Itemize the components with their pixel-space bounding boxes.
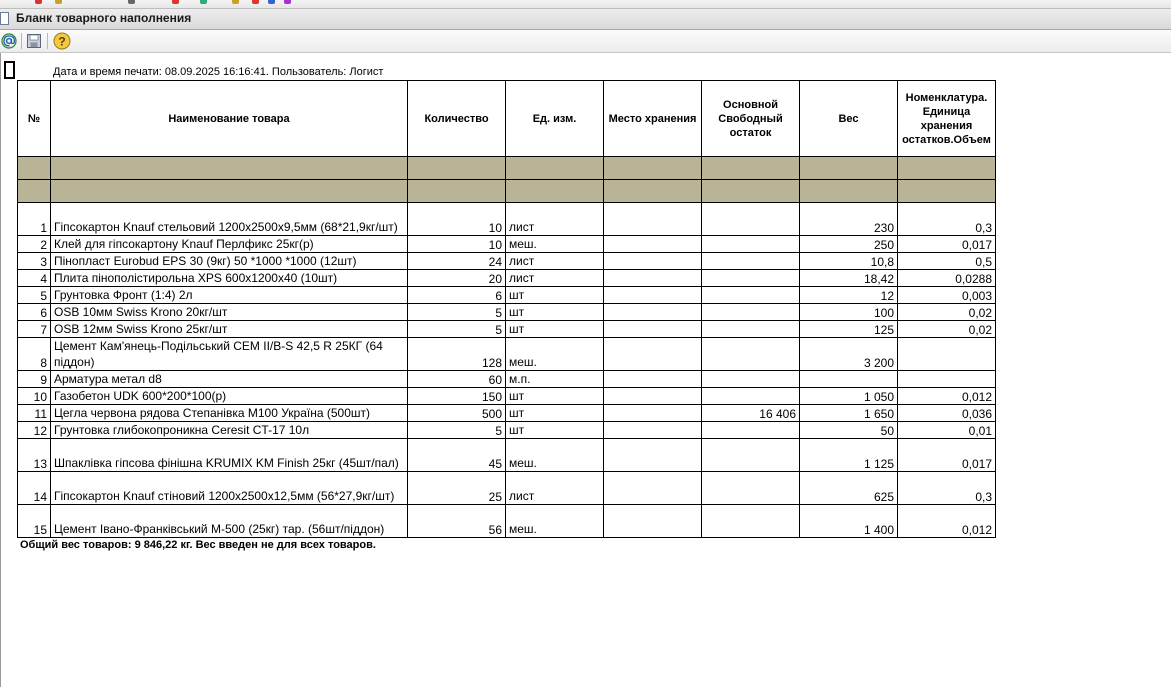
cell-product-name: Газобетон UDK 600*200*100(р) <box>51 388 408 405</box>
cell-product-name: Цемент Івано-Франківський М-500 (25кг) тар. (56шт/піддон) <box>51 505 408 538</box>
cell-quantity: 10 <box>408 236 506 253</box>
cell-unit: шт <box>506 321 604 338</box>
decorative-icon <box>35 0 42 4</box>
cell-volume: 0,3 <box>898 203 996 236</box>
decorative-icon <box>232 0 239 4</box>
cell-weight: 230 <box>800 203 898 236</box>
total-weight-summary: Общий вес товаров: 9 846,22 кг. Вес введен не для всех товаров. <box>20 539 376 551</box>
cell-row-number: 5 <box>18 287 51 304</box>
at-sign-button[interactable] <box>0 32 18 50</box>
cell-row-number: 8 <box>18 338 51 371</box>
cell-storage-place <box>604 388 702 405</box>
cell-quantity: 5 <box>408 304 506 321</box>
cell-storage-place <box>604 321 702 338</box>
goods-table <box>17 80 996 538</box>
cell-volume: 0,017 <box>898 236 996 253</box>
cell-storage-place <box>604 405 702 422</box>
cell-unit: шт <box>506 405 604 422</box>
at-sign-icon <box>1 33 17 49</box>
cell-volume: 0,02 <box>898 321 996 338</box>
cell-row-number: 15 <box>18 505 51 538</box>
window-title: Бланк товарного наполнения <box>16 11 192 25</box>
cell-row-number: 11 <box>18 405 51 422</box>
cell-weight: 125 <box>800 321 898 338</box>
group-row[interactable] <box>18 157 996 180</box>
header-num: № <box>18 81 51 157</box>
table-row[interactable] <box>18 253 996 270</box>
cell-volume: 0,02 <box>898 304 996 321</box>
cell-unit: шт <box>506 304 604 321</box>
header-place: Место хранения <box>604 81 702 157</box>
cell-free-stock <box>702 253 800 270</box>
cell-free-stock <box>702 422 800 439</box>
cell-free-stock <box>702 270 800 287</box>
cell-unit: меш. <box>506 439 604 472</box>
table-row[interactable] <box>18 270 996 287</box>
cell-volume: 0,3 <box>898 472 996 505</box>
cell-row-number: 6 <box>18 304 51 321</box>
cell-row-number: 13 <box>18 439 51 472</box>
table-row[interactable] <box>18 236 996 253</box>
header-weight: Вес <box>800 81 898 157</box>
table-row[interactable] <box>18 338 996 371</box>
cell-free-stock <box>702 371 800 388</box>
cell-row-number: 9 <box>18 371 51 388</box>
cell-free-stock <box>702 338 800 371</box>
cell-weight: 12 <box>800 287 898 304</box>
cell-volume: 0,0288 <box>898 270 996 287</box>
cell-product-name: Гіпсокартон Knauf стельовий 1200х2500х9,5мм (68*21,9кг/шт) <box>51 203 408 236</box>
print-info: Дата и время печати: 08.09.2025 16:16:41. Пользователь: Логист <box>53 66 384 78</box>
cell-quantity: 45 <box>408 439 506 472</box>
cell-quantity: 20 <box>408 270 506 287</box>
cell-weight: 50 <box>800 422 898 439</box>
cell-storage-place <box>604 270 702 287</box>
cell-storage-place <box>604 253 702 270</box>
cell-volume <box>898 371 996 388</box>
cell-unit: шт <box>506 388 604 405</box>
table-row[interactable] <box>18 505 996 538</box>
header-name: Наименование товара <box>51 81 408 157</box>
cell-volume: 0,012 <box>898 388 996 405</box>
cell-free-stock <box>702 304 800 321</box>
decorative-icon <box>200 0 207 4</box>
cell-product-name: Грунтовка Фронт (1:4) 2л <box>51 287 408 304</box>
help-icon <box>53 32 71 50</box>
cell-unit: меш. <box>506 505 604 538</box>
table-row[interactable] <box>18 439 996 472</box>
cell-weight: 625 <box>800 472 898 505</box>
cell-unit: лист <box>506 270 604 287</box>
cell-unit: м.п. <box>506 371 604 388</box>
cell-storage-place <box>604 371 702 388</box>
cell-free-stock <box>702 321 800 338</box>
cell-volume: 0,01 <box>898 422 996 439</box>
cell-weight: 10,8 <box>800 253 898 270</box>
cell-quantity: 6 <box>408 287 506 304</box>
cell-unit: шт <box>506 422 604 439</box>
cell-quantity: 5 <box>408 422 506 439</box>
cell-row-number: 1 <box>18 203 51 236</box>
cell-product-name: Цегла червона рядова Степанівка М100 Україна (500шт) <box>51 405 408 422</box>
window-title-bar <box>0 9 1171 30</box>
cell-weight: 1 400 <box>800 505 898 538</box>
cell-free-stock <box>702 287 800 304</box>
cell-quantity: 500 <box>408 405 506 422</box>
cell-free-stock <box>702 388 800 405</box>
table-row[interactable] <box>18 388 996 405</box>
cell-quantity: 25 <box>408 472 506 505</box>
cell-product-name: Шпаклівка гіпсова фінішна KRUMIX KM Finish 25кг (45шт/пал) <box>51 439 408 472</box>
table-row[interactable] <box>18 287 996 304</box>
svg-text:?: ? <box>58 34 66 49</box>
cell-row-number: 10 <box>18 388 51 405</box>
table-row[interactable] <box>18 321 996 338</box>
cell-unit: шт <box>506 287 604 304</box>
cell-quantity: 60 <box>408 371 506 388</box>
cell-volume: 0,003 <box>898 287 996 304</box>
cell-storage-place <box>604 472 702 505</box>
header-volume: Номенклатура. Единица хранения остатков.Объем <box>898 81 996 157</box>
cell-volume <box>898 338 996 371</box>
table-row[interactable] <box>18 371 996 388</box>
cell-quantity: 24 <box>408 253 506 270</box>
cell-weight: 3 200 <box>800 338 898 371</box>
decorative-icon <box>55 0 62 4</box>
cell-unit: лист <box>506 253 604 270</box>
group-row[interactable] <box>18 180 996 203</box>
cell-row-number: 3 <box>18 253 51 270</box>
cell-product-name: Пінопласт Eurobud EPS 30 (9кг) 50 *1000 *1000 (12шт) <box>51 253 408 270</box>
cell-storage-place <box>604 304 702 321</box>
cell-storage-place <box>604 338 702 371</box>
header-unit: Ед. изм. <box>506 81 604 157</box>
cell-row-number: 2 <box>18 236 51 253</box>
toolbar <box>0 30 1171 53</box>
cell-weight <box>800 371 898 388</box>
header-qty: Количество <box>408 81 506 157</box>
cell-storage-place <box>604 505 702 538</box>
cell-free-stock <box>702 203 800 236</box>
header-stock: Основной Свободный остаток <box>702 81 800 157</box>
cell-storage-place <box>604 236 702 253</box>
decorative-icon <box>128 0 135 4</box>
cell-row-number: 12 <box>18 422 51 439</box>
cell-product-name: Грунтовка глибокопроникна Ceresit CT-17 10л <box>51 422 408 439</box>
cell-quantity: 128 <box>408 338 506 371</box>
table-row[interactable] <box>18 203 996 236</box>
cell-volume: 0,036 <box>898 405 996 422</box>
cell-weight: 1 125 <box>800 439 898 472</box>
table-row[interactable] <box>18 304 996 321</box>
cell-product-name: Гіпсокартон Knauf стіновий 1200х2500х12,5мм (56*27,9кг/шт) <box>51 472 408 505</box>
cell-weight: 18,42 <box>800 270 898 287</box>
window-top-strip <box>0 0 1171 9</box>
toolbar-separator <box>47 33 48 49</box>
table-row[interactable] <box>18 472 996 505</box>
table-row[interactable] <box>18 422 996 439</box>
table-row[interactable] <box>18 405 996 422</box>
cell-product-name: Арматура метал d8 <box>51 371 408 388</box>
cell-unit: меш. <box>506 236 604 253</box>
cell-product-name: Клей для гіпсокартону Knauf Перлфикс 25кг(р) <box>51 236 408 253</box>
cell-cursor[interactable] <box>4 61 15 79</box>
decorative-icon <box>172 0 179 4</box>
cell-volume: 0,017 <box>898 439 996 472</box>
table-header-row <box>18 81 996 157</box>
cell-unit: лист <box>506 203 604 236</box>
cell-free-stock <box>702 439 800 472</box>
cell-storage-place <box>604 203 702 236</box>
document-icon <box>0 12 9 25</box>
cell-storage-place <box>604 287 702 304</box>
cell-weight: 100 <box>800 304 898 321</box>
cell-volume: 0,012 <box>898 505 996 538</box>
cell-weight: 1 650 <box>800 405 898 422</box>
help-button[interactable] <box>53 32 71 50</box>
cell-free-stock <box>702 236 800 253</box>
save-icon <box>26 33 42 49</box>
cell-free-stock <box>702 505 800 538</box>
save-button[interactable] <box>25 32 43 50</box>
cell-product-name: OSB 12мм Swiss Krono 25кг/шт <box>51 321 408 338</box>
cell-row-number: 14 <box>18 472 51 505</box>
cell-free-stock <box>702 472 800 505</box>
left-border <box>0 53 1 687</box>
cell-quantity: 56 <box>408 505 506 538</box>
cell-row-number: 7 <box>18 321 51 338</box>
cell-row-number: 4 <box>18 270 51 287</box>
cell-volume: 0,5 <box>898 253 996 270</box>
cell-storage-place <box>604 439 702 472</box>
cell-quantity: 10 <box>408 203 506 236</box>
cell-free-stock: 16 406 <box>702 405 800 422</box>
cell-storage-place <box>604 422 702 439</box>
cell-weight: 250 <box>800 236 898 253</box>
cell-quantity: 5 <box>408 321 506 338</box>
cell-weight: 1 050 <box>800 388 898 405</box>
decorative-icon <box>268 0 275 4</box>
cell-product-name: Цемент Кам'янець-Подільський CEM II/B-S 42,5 R 25КГ (64 піддон) <box>51 338 408 371</box>
cell-quantity: 150 <box>408 388 506 405</box>
cell-product-name: OSB 10мм Swiss Krono 20кг/шт <box>51 304 408 321</box>
cell-unit: меш. <box>506 338 604 371</box>
toolbar-separator <box>21 33 22 49</box>
decorative-icon <box>252 0 259 4</box>
decorative-icon <box>284 0 291 4</box>
cell-product-name: Плита пінополістирольна XPS 600x1200x40 (10шт) <box>51 270 408 287</box>
cell-unit: лист <box>506 472 604 505</box>
